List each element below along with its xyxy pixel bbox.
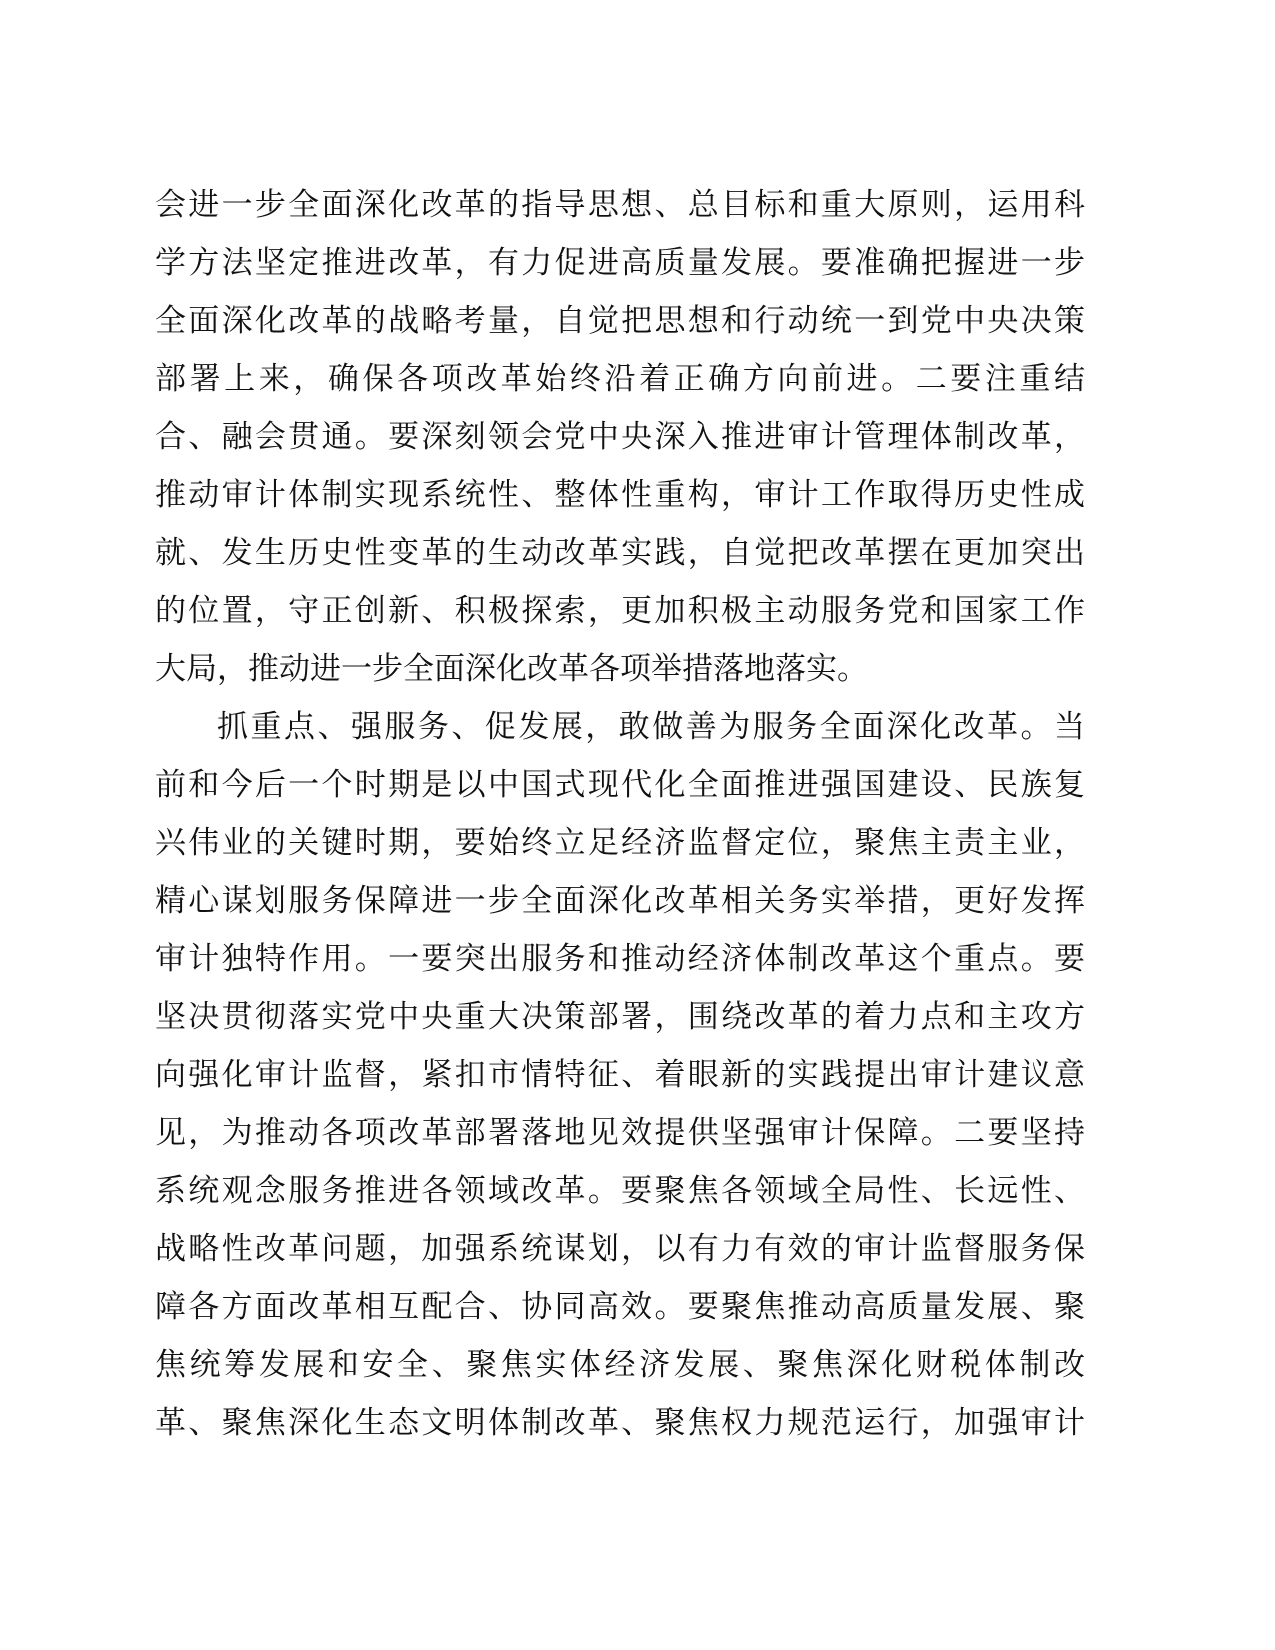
text-line: 就、发生历史性变革的生动改革实践，自觉把改革摆在更加突出 [155, 535, 1085, 571]
text-line: 大局，推动进一步全面深化改革各项举措落地落实。 [155, 651, 868, 687]
text-line: 部署上来，确保各项改革始终沿着正确方向前进。二要注重结 [155, 361, 1085, 397]
text-line: 系统观念服务推进各领域改革。要聚焦各领域全局性、长远性、 [155, 1173, 1085, 1209]
text-line: 全面深化改革的战略考量，自觉把思想和行动统一到党中央决策 [155, 303, 1085, 339]
text-line: 见，为推动各项改革部署落地见效提供坚强审计保障。二要坚持 [155, 1115, 1085, 1151]
body-text [155, 176, 1085, 1452]
text-line: 前和今后一个时期是以中国式现代化全面推进强国建设、民族复 [155, 767, 1085, 803]
text-line: 审计独特作用。一要突出服务和推动经济体制改革这个重点。要 [155, 941, 1085, 977]
text-line: 障各方面改革相互配合、协同高效。要聚焦推动高质量发展、聚 [155, 1289, 1085, 1325]
text-line: 战略性改革问题，加强系统谋划，以有力有效的审计监督服务保 [155, 1231, 1085, 1267]
text-line: 推动审计体制实现系统性、整体性重构，审计工作取得历史性成 [155, 477, 1085, 513]
text-line: 的位置，守正创新、积极探索，更加积极主动服务党和国家工作 [155, 593, 1085, 629]
text-line: 向强化审计监督，紧扣市情特征、着眼新的实践提出审计建议意 [155, 1057, 1085, 1093]
text-line: 学方法坚定推进改革，有力促进高质量发展。要准确把握进一步 [155, 245, 1085, 281]
text-line: 焦统筹发展和安全、聚焦实体经济发展、聚焦深化财税体制改 [155, 1347, 1085, 1383]
text-line: 合、融会贯通。要深刻领会党中央深入推进审计管理体制改革， [155, 419, 1085, 455]
paragraph-first-line: 抓重点、强服务、促发展，敢做善为服务全面深化改革。当 [217, 709, 1085, 745]
text-line: 兴伟业的关键时期，要始终立足经济监督定位，聚焦主责主业， [155, 825, 1085, 861]
text-line: 革、聚焦深化生态文明体制改革、聚焦权力规范运行，加强审计 [155, 1405, 1085, 1441]
text-line: 坚决贯彻落实党中央重大决策部署，围绕改革的着力点和主攻方 [155, 999, 1085, 1035]
text-line: 会进一步全面深化改革的指导思想、总目标和重大原则，运用科 [155, 187, 1085, 223]
text-line: 精心谋划服务保障进一步全面深化改革相关务实举措，更好发挥 [155, 883, 1085, 919]
